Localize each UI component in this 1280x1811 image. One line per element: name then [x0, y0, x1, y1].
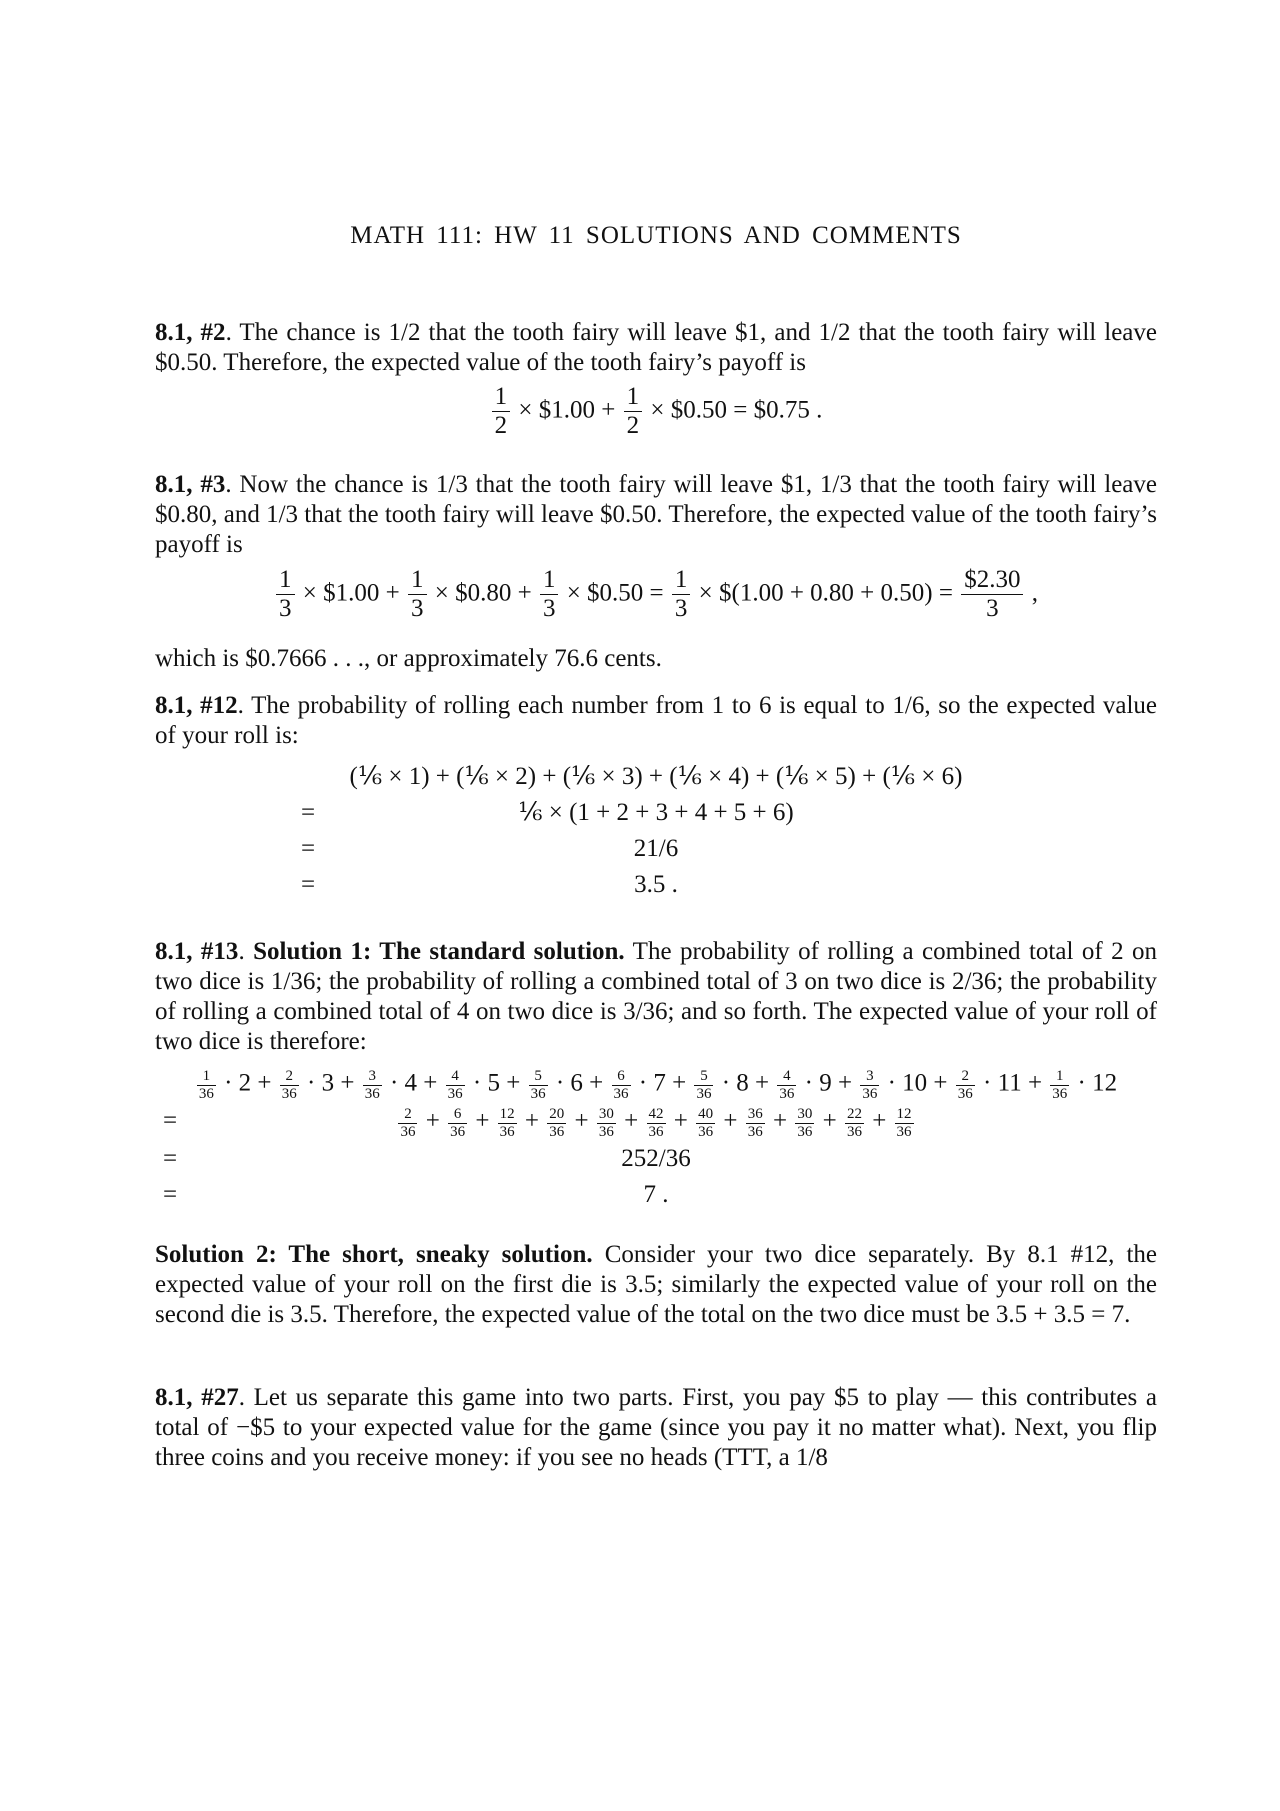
- equation-row: = ⅙ × (1 + 2 + 3 + 4 + 5 + 6): [300, 799, 794, 826]
- page-title: MATH 111: HW 11 SOLUTIONS AND COMMENTS: [350, 222, 962, 249]
- fraction: $\frac{30}{36}$: [598, 1106, 614, 1140]
- problem-8-1-3-after: which is $0.7666 . . ., or approximately 76.6 cents.: [155, 645, 662, 672]
- formula-term: · 7 +: [632, 1069, 693, 1097]
- fraction: $\frac{1}{3}$: [672, 567, 691, 623]
- plus-sign: +: [816, 1107, 843, 1135]
- fraction: $\frac{36}{36}$: [747, 1106, 763, 1140]
- fraction: $\frac{1}{3}$: [540, 567, 559, 623]
- formula-term: · 2 +: [217, 1069, 278, 1097]
- fraction: $\frac{2}{36}$: [400, 1106, 416, 1140]
- problem-text: . The probability of rolling each number from 1 to 6 is equal to 1/6, so the expected value of your roll is:: [155, 692, 1158, 749]
- fraction: $\frac{42}{36}$: [648, 1106, 664, 1140]
- formula-term: × $0.50 =: [566, 579, 664, 607]
- problem-text: . Let us separate this game into two parts. First, you pay $5 to play — this contributes a total of −$5 to your expected value for the game (since you pay it no matter what). Next, you flip three coins and you receive money: if you see no heads (TTT, a 1/8: [155, 1384, 1157, 1471]
- problem-text: . The chance is 1/2 that the tooth fairy will leave $1, and 1/2 that the tooth fairy will leave $0.50. Therefore, the expected value of the tooth fairy’s payoff is: [155, 319, 1157, 376]
- plus-sign: +: [518, 1107, 546, 1135]
- fraction: $\frac{20}{36}$: [549, 1106, 565, 1140]
- formula-term: × $1.00 +: [302, 579, 400, 607]
- problem-8-1-12: [155, 691, 1157, 751]
- fraction: $\frac{\$2.30}{3}$: [961, 567, 1023, 623]
- fraction: $\frac{1}{2}$: [492, 384, 511, 440]
- fraction: $\frac{4}{36}$: [779, 1068, 795, 1102]
- formula-term: · 3 +: [300, 1069, 361, 1097]
- formula-term: × $0.80 +: [434, 579, 532, 607]
- fraction: $\frac{30}{36}$: [797, 1106, 813, 1140]
- formula-term: · 10 +: [881, 1069, 954, 1097]
- plus-sign: +: [617, 1107, 645, 1135]
- fraction: $\frac{1}{36}$: [198, 1068, 214, 1102]
- equation-row: = 7 .: [162, 1181, 669, 1208]
- fraction: $\frac{5}{36}$: [696, 1068, 712, 1102]
- equation-row: = 3.5 .: [300, 871, 678, 898]
- problem-heading: 8.1, #27: [155, 1384, 239, 1411]
- plus-sign: +: [717, 1107, 744, 1135]
- formula-term: · 5 +: [466, 1069, 527, 1097]
- plus-sign: +: [419, 1107, 447, 1135]
- formula-term: × $1.00 +: [518, 396, 616, 424]
- fraction: $\frac{12}{36}$: [499, 1106, 515, 1140]
- formula-comma: ,: [1031, 579, 1038, 607]
- fraction: $\frac{22}{36}$: [846, 1106, 862, 1140]
- fraction: $\frac{4}{36}$: [447, 1068, 463, 1102]
- fraction: $\frac{1}{36}$: [1052, 1068, 1068, 1102]
- fraction: $\frac{40}{36}$: [698, 1106, 714, 1140]
- equation-row: [155, 1068, 1157, 1106]
- formula-term: · 9 +: [798, 1069, 859, 1097]
- fraction: $\frac{5}{36}$: [530, 1068, 546, 1102]
- fraction: $\frac{1}{2}$: [624, 384, 643, 440]
- problem-heading: 8.1, #3: [155, 471, 226, 498]
- plus-sign: +: [667, 1107, 695, 1135]
- fraction: $\frac{2}{36}$: [281, 1068, 297, 1102]
- aligned-equations-8-1-13: [155, 1068, 1157, 1216]
- formula-8-1-2: [155, 384, 1157, 440]
- fraction: $\frac{6}{36}$: [613, 1068, 629, 1102]
- formula-term: · 8 +: [715, 1069, 776, 1097]
- plus-sign: +: [469, 1107, 496, 1135]
- fraction: $\frac{12}{36}$: [896, 1106, 912, 1140]
- plus-sign: +: [865, 1107, 893, 1135]
- formula-term: × $0.50 = $0.75 .: [650, 396, 823, 424]
- formula-term: · 4 +: [383, 1069, 444, 1097]
- formula-term: · 11 +: [976, 1069, 1049, 1097]
- solution-heading: Solution 1: The standard solution.: [253, 938, 625, 965]
- problem-8-1-13: 8.1, #13. Solution 1: The standard solution. The probability of rolling a combined total of 2 on two dice is 1/36; the probability of rolling a combined total of 3 on two dice is 2/36; the probability of rolling a combined total of 4 on two dice is 3/36; and so forth. The expected value of your roll of two dice is therefore:: [155, 938, 1158, 1055]
- problem-8-1-27: [155, 1383, 1157, 1473]
- solution-text: Consider your two dice separately. By 8.1 #12, the expected value of your roll on the first die is 3.5; similarly the expected value of your roll on the second die is 3.5. Therefore, the expected value of the total on the two dice must be 3.5 + 3.5 = 7.: [155, 1241, 1157, 1328]
- equation-row: (⅙ × 1) + (⅙ × 2) + (⅙ × 3) + (⅙ × 4) + (⅙ × 5) + (⅙ × 6): [349, 763, 963, 790]
- fraction: $\frac{6}{36}$: [450, 1106, 466, 1140]
- problem-text: The probability of rolling a combined total of 2 on two dice is 1/36; the probability of rolling a combined total of 3 on two dice is 2/36; the probability of rolling a combined total of 4 on two dice is 3/36; and so forth. The expected value of your roll of two dice is therefore:: [155, 938, 1158, 1055]
- problem-heading: 8.1, #13: [155, 938, 239, 965]
- problem-heading: 8.1, #12: [155, 692, 238, 719]
- equation-row: = 252/36: [162, 1145, 691, 1172]
- formula-term: · 6 +: [549, 1069, 610, 1097]
- problem-heading: 8.1, #2: [155, 319, 226, 346]
- equation-row: = $\frac{2}{36}$ + $\frac{6}{36}$ + $\frac{12}{36}$ + $\frac{20}{36}$ + $\frac{30}{36}$ + $\frac{42}{36}$ + $\frac{40}{36}$ + $\frac{36}{36}$ + $\frac{30}{36}$ + $\frac{22}{36}$ + $\frac{12}{36}$: [162, 1106, 912, 1140]
- fraction: $\frac{1}{3}$: [276, 567, 295, 623]
- problem-8-1-3: [155, 470, 1157, 560]
- aligned-equations-8-1-12: [155, 762, 1157, 906]
- plus-sign: +: [568, 1107, 595, 1135]
- solution-heading: Solution 2: The short, sneaky solution.: [155, 1241, 593, 1268]
- problem-8-1-2: [155, 318, 1157, 378]
- fraction: $\frac{3}{36}$: [862, 1068, 878, 1102]
- plus-sign: +: [766, 1107, 794, 1135]
- problem-text: . Now the chance is 1/3 that the tooth fairy will leave $1, 1/3 that the tooth fairy will leave $0.80, and 1/3 that the tooth fairy will leave $0.50. Therefore, the expected value of the tooth fairy’s payoff is: [155, 471, 1158, 558]
- fraction: $\frac{1}{3}$: [408, 567, 427, 623]
- formula-8-1-3: [155, 567, 1157, 623]
- fraction: $\frac{2}{36}$: [957, 1068, 973, 1102]
- formula-term: × $(1.00 + 0.80 + 0.50) =: [698, 579, 953, 607]
- fraction: $\frac{3}{36}$: [364, 1068, 380, 1102]
- equation-row: = 21/6: [300, 835, 679, 862]
- formula-term: · 12: [1071, 1069, 1118, 1097]
- solution-2: [155, 1240, 1157, 1330]
